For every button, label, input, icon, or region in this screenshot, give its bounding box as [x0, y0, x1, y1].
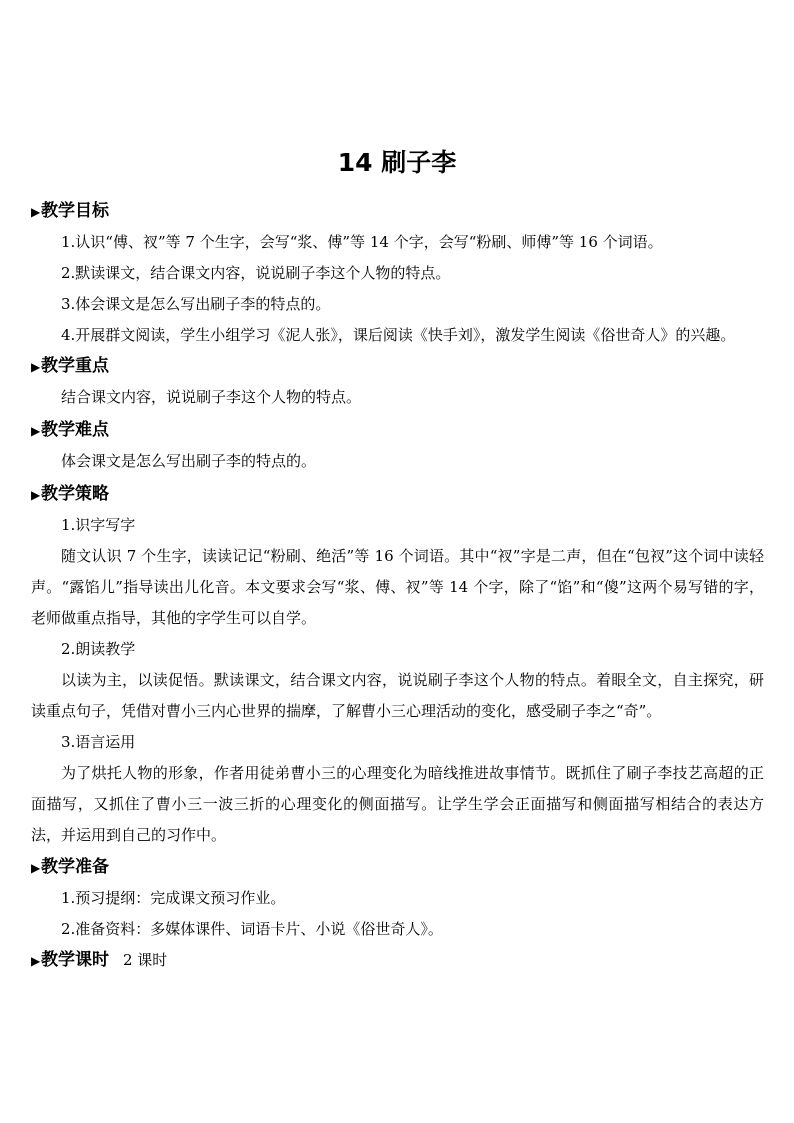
- strategy-subtitle: 2.朗读教学: [61, 640, 136, 658]
- section-heading-key-points: ▶教学重点: [31, 356, 109, 376]
- section-heading-preparation: ▶教学准备: [31, 857, 109, 877]
- objective-item: 2.默读课文，结合课文内容，说说刷子李这个人物的特点。: [61, 264, 451, 282]
- section-heading-objectives: ▶教学目标: [31, 201, 109, 221]
- difficulties-text: 体会课文是怎么写出刷子李的特点的。: [61, 452, 317, 470]
- key-points-text: 结合课文内容，说说刷子李这个人物的特点。: [61, 388, 362, 406]
- objective-item: 3.体会课文是怎么写出刷子李的特点的。: [61, 295, 331, 313]
- strategy-text: 随文认识 7 个生字，读读记记“粉刷、绝活”等 16 个词语。其中“衩”字是二声，但在“包衩”这个词中读轻声。“露馅儿”指导读出儿化音。本文要求会写“浆、傅、衩”等 14 个字，除了“馅”和“傻”这两个易写错的字，老师做重点指导，其他的字学生可以自学。: [31, 547, 764, 627]
- preparation-item: 1.预习提纲：完成课文预习作业。: [61, 889, 286, 907]
- objective-item: 4.开展群文阅读，学生小组学习《泥人张》，课后阅读《快手刘》，激发学生阅读《俗世奇人》的兴趣。: [61, 326, 736, 344]
- triangle-bullet-icon: ▶: [31, 861, 41, 875]
- preparation-item: 2.准备资料：多媒体课件、词语卡片、小说《俗世奇人》。: [61, 920, 443, 938]
- triangle-bullet-icon: ▶: [31, 205, 41, 219]
- section-heading-difficulties: ▶教学难点: [31, 420, 109, 440]
- strategy-text: 以读为主，以读促悟。默读课文，结合课文内容，说说刷子李这个人物的特点。着眼全文，自主探究，研读重点句子，凭借对曹小三内心世界的揣摩，了解曹小三心理活动的变化，感受刷子李之“奇”。: [31, 671, 764, 720]
- section-heading-periods: ▶教学课时 2 课时: [31, 950, 168, 970]
- objective-item: 1.认识“傅、衩”等 7 个生字，会写“浆、傅”等 14 个字，会写“粉刷、师傅”等 16 个词语。: [61, 233, 663, 251]
- strategy-subtitle: 3.语言运用: [61, 733, 136, 751]
- section-heading-strategies: ▶教学策略: [31, 484, 109, 504]
- triangle-bullet-icon: ▶: [31, 488, 41, 502]
- triangle-bullet-icon: ▶: [31, 954, 41, 968]
- document-body: [31, 200, 764, 971]
- lesson-title: 14 刷子李: [337, 148, 457, 177]
- strategy-text: 为了烘托人物的形象，作者用徒弟曹小三的心理变化为暗线推进故事情节。既抓住了刷子李技艺高超的正面描写，又抓住了曹小三一波三折的心理变化的侧面描写。让学生学会正面描写和侧面描写相结合的表达方法，并运用到自己的习作中。: [31, 764, 764, 844]
- periods-value: 2 课时: [123, 951, 168, 969]
- strategy-subtitle: 1.识字写字: [61, 516, 136, 534]
- triangle-bullet-icon: ▶: [31, 360, 41, 374]
- triangle-bullet-icon: ▶: [31, 424, 41, 438]
